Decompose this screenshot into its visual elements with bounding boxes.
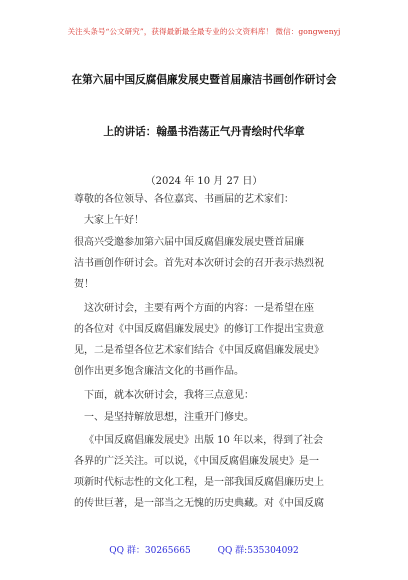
paragraph-content — [74, 298, 354, 382]
document-title-line1: 在第六届中国反腐倡廉发展史暨首届廉洁书画创作研讨会 — [71, 74, 337, 86]
paragraph-salutation — [74, 189, 354, 210]
document-date: （2024 年 10 月 27 日） — [145, 176, 263, 187]
text-line: 大家上午好！ — [84, 215, 144, 226]
text-line: 的传世巨著，是一部当之无愧的历史典藏。对《中国反腐 — [74, 498, 324, 509]
text-line: 创作出更多饱含廉洁文化的书画作品。 — [74, 366, 244, 377]
footer-qq-group-1: QQ 群：30265665 — [109, 546, 191, 556]
paragraph-point-one — [74, 407, 354, 428]
text-line: 一、是坚持解放思想，注重开门修史。 — [84, 412, 254, 423]
text-line: 洁书画创作研讨会。首先对本次研讨会的召开表示热烈祝 — [74, 258, 324, 269]
text-line: 各界的广泛关注。可以说，《中国反腐倡廉发展史》是一 — [74, 456, 319, 467]
paragraph-history — [74, 430, 354, 514]
footer-qq-group-2: QQ 群:535304092 — [217, 546, 299, 556]
text-line: 见，二是希望各位艺术家们结合《中国反腐倡廉发展史》 — [74, 345, 324, 356]
paragraph-greeting — [84, 210, 364, 231]
paragraph-intro — [74, 232, 354, 295]
text-line: 下面，就本次研讨会，我将三点意见： — [84, 390, 254, 401]
document-title-line2: 上的讲话：翰墨书浩荡正气丹青绘时代华章 — [103, 126, 305, 138]
text-line: 很高兴受邀参加第六届中国反腐倡廉发展史暨首届廉 — [74, 237, 304, 248]
text-line: 这次研讨会，主要有两个方面的内容：一是希望在座 — [84, 303, 314, 314]
text-line: 尊敬的各位领导、各位嘉宾、书画届的艺术家们： — [74, 194, 294, 205]
header-banner: 关注头条号“公文研究”，获得最新最全最专业的公文资料库！ 微信：gongwenyj — [67, 27, 341, 36]
text-line: 的各位对《中国反腐倡廉发展史》的修订工作提出宝贵意 — [74, 324, 324, 335]
footer — [0, 543, 408, 556]
text-line: 项新时代标志性的文化工程，是一部我国反腐倡廉历史上 — [74, 477, 324, 488]
text-line: 贺！ — [74, 279, 94, 290]
paragraph-opinions — [74, 385, 354, 406]
text-line: 《中国反腐倡廉发展史》出版 10 年以来，得到了社会 — [84, 435, 324, 446]
